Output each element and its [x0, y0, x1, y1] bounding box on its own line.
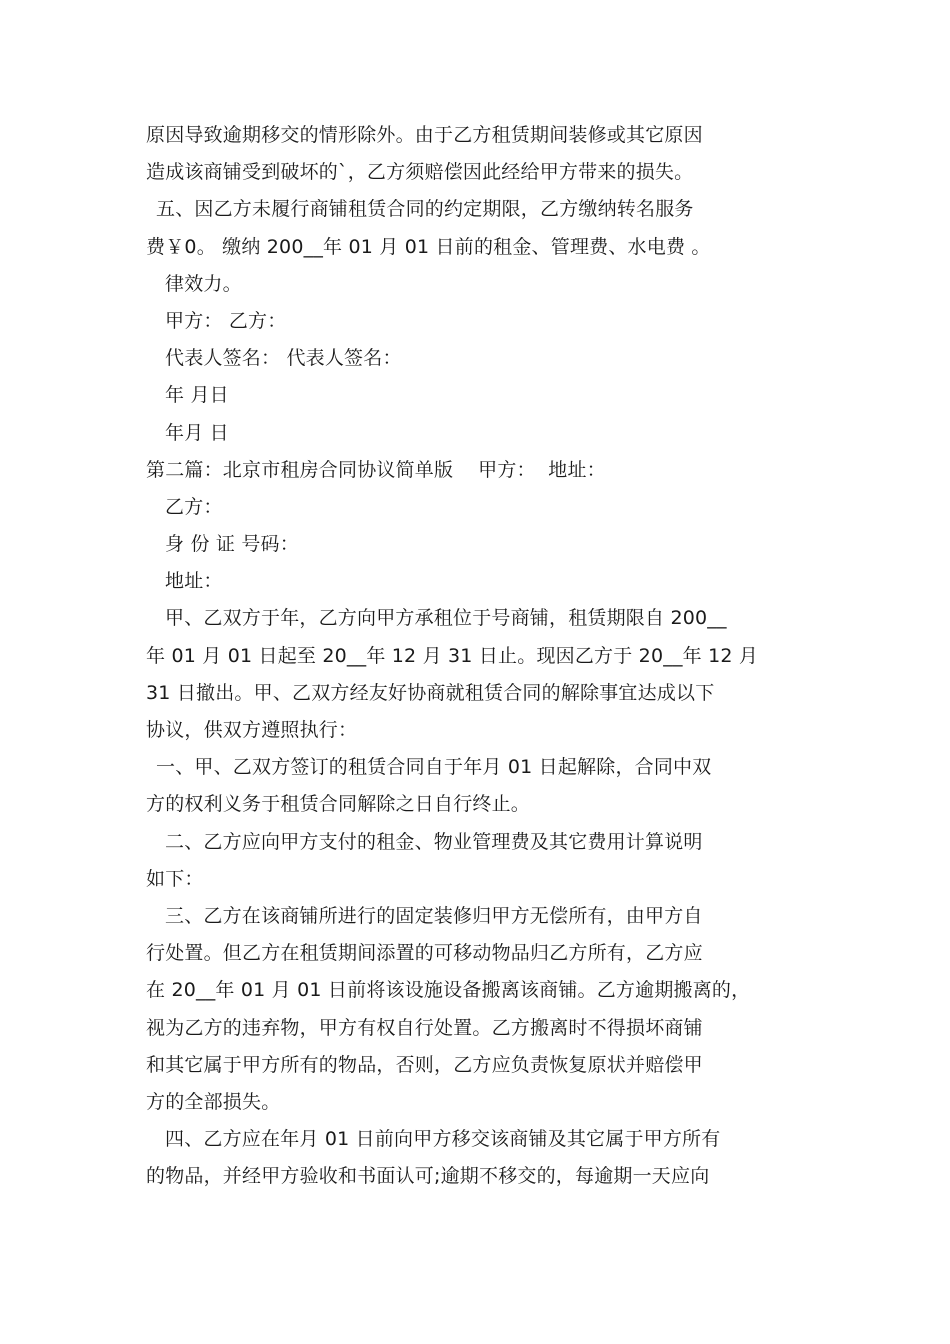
- text-line: 在 20__年 01 月 01 日前将该设施设备搬离该商铺。乙方逾期搬离的，: [146, 979, 751, 1002]
- text-line: 方的全部损失。: [146, 1090, 281, 1113]
- text-line: 五、因乙方未履行商铺租赁合同的约定期限，乙方缴纳转名服务: [156, 198, 694, 221]
- text-line: 年 月日: [165, 384, 229, 407]
- text-line: 三、乙方在该商铺所进行的固定装修归甲方无偿所有，由甲方自: [165, 904, 703, 927]
- text-line: 31 日撤出。甲、乙双方经友好协商就租赁合同的解除事宜达成以下: [146, 681, 715, 704]
- text-line: 一、甲、乙双方签订的租赁合同自于年月 01 日起解除，合同中双: [156, 756, 712, 779]
- text-line: 地址：: [165, 570, 223, 593]
- text-line: 甲方： 乙方：: [165, 309, 287, 332]
- text-line: 甲、乙双方于年，乙方向甲方承租位于号商铺，租赁期限自 200__: [165, 607, 727, 630]
- text-line: 造成该商铺受到破坏的`，乙方须赔偿因此经给甲方带来的损失。: [146, 161, 694, 184]
- text-line: 年月 日: [165, 421, 229, 444]
- text-line: 律效力。: [165, 272, 242, 295]
- text-line: 的物品，并经甲方验收和书面认可;逾期不移交的，每逾期一天应向: [146, 1165, 710, 1188]
- text-line: 和其它属于甲方所有的物品，否则，乙方应负责恢复原状并赔偿甲: [146, 1053, 703, 1076]
- text-line: 乙方：: [165, 495, 223, 518]
- text-line: 协议，供双方遵照执行：: [146, 719, 358, 741]
- text-line: 四、乙方应在年月 01 日前向甲方移交该商铺及其它属于甲方所有: [165, 1128, 721, 1151]
- text-line: 方的权利义务于租赁合同解除之日自行终止。: [146, 793, 531, 816]
- text-line: 二、乙方应向甲方支付的租金、物业管理费及其它费用计算说明: [165, 830, 703, 853]
- text-line: 身 份 证 号码：: [165, 533, 299, 556]
- text-line: 行处置。但乙方在租赁期间添置的可移动物品归乙方所有，乙方应: [146, 942, 703, 965]
- text-line: 费￥0。 缴纳 200__年 01 月 01 日前的租金、管理费、水电费 。: [146, 235, 711, 258]
- text-line: 视为乙方的违弃物，甲方有权自行处置。乙方搬离时不得损坏商铺: [146, 1016, 703, 1039]
- document-body: [146, 117, 810, 1195]
- text-line: 年 01 月 01 日起至 20__年 12 月 31 日止。现因乙方于 20__年 12 月: [146, 644, 759, 667]
- section-heading: 第二篇：北京市租房合同协议简单版 甲方： 地址：: [146, 458, 606, 481]
- text-line: 如下：: [146, 867, 204, 890]
- text-line: 原因导致逾期移交的情形除外。由于乙方租赁期间装修或其它原因: [146, 124, 703, 146]
- text-line: 代表人签名： 代表人签名：: [165, 347, 402, 370]
